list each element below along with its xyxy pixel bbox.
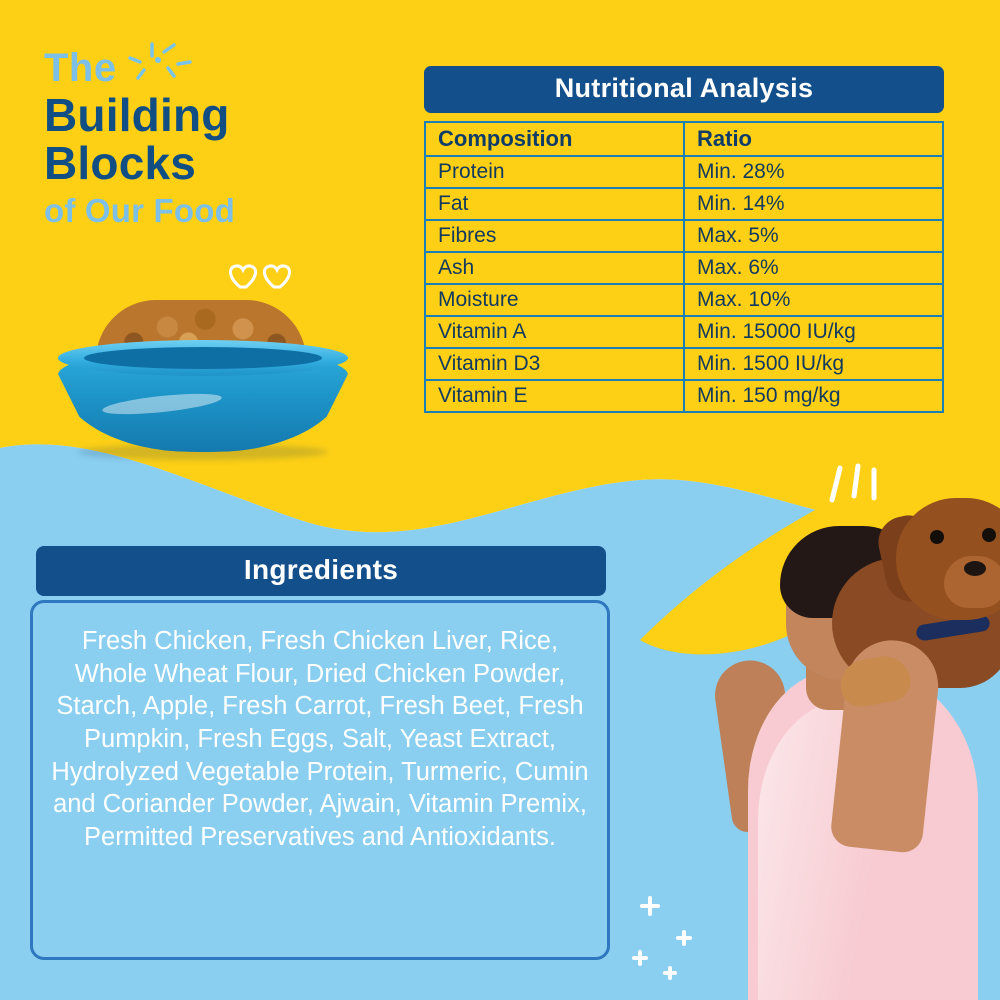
cell-ratio: Min. 1500 IU/kg — [684, 348, 943, 380]
title-line-2: Building — [44, 89, 230, 141]
cell-composition: Vitamin E — [425, 380, 684, 412]
page-title — [44, 48, 235, 227]
hearts-icon — [222, 255, 302, 295]
cell-composition: Vitamin A — [425, 316, 684, 348]
cell-composition: Ash — [425, 252, 684, 284]
column-header-composition: Composition — [425, 122, 684, 156]
cell-ratio: Max. 10% — [684, 284, 943, 316]
cell-ratio: Min. 14% — [684, 188, 943, 220]
cell-ratio: Max. 5% — [684, 220, 943, 252]
title-line-1: The — [44, 46, 117, 90]
ingredients-title: Ingredients — [36, 546, 606, 596]
table-row — [425, 284, 943, 316]
title-line-3: Blocks — [44, 137, 197, 189]
table-row — [425, 220, 943, 252]
title-line-4: of Our Food — [44, 192, 235, 229]
nutrition-title: Nutritional Analysis — [424, 66, 944, 113]
cell-ratio: Max. 6% — [684, 252, 943, 284]
nutritional-analysis-panel — [424, 66, 944, 413]
bowl-inner — [84, 347, 322, 369]
nutrition-table — [424, 121, 944, 413]
ingredients-box — [30, 600, 610, 960]
table-row — [425, 156, 943, 188]
table-row — [425, 188, 943, 220]
cell-composition: Protein — [425, 156, 684, 188]
table-row — [425, 380, 943, 412]
cell-composition: Fat — [425, 188, 684, 220]
table-row — [425, 348, 943, 380]
dog-eye-left — [930, 530, 944, 544]
cell-composition: Fibres — [425, 220, 684, 252]
column-header-ratio: Ratio — [684, 122, 943, 156]
cell-ratio: Min. 28% — [684, 156, 943, 188]
ingredients-text: Fresh Chicken, Fresh Chicken Liver, Rice, Whole Wheat Flour, Dried Chicken Powder, Starch, Apple, Fresh Carrot, Fresh Beet, Fresh Pumpkin, Fresh Eggs, Salt, Yeast Extract, Hydrolyzed Vegetable Protein, Turmeric, Cumin and Coriander Powder, Ajwain, Vitamin Premix, Permitted Preservatives and Antioxidants. — [51, 627, 589, 851]
table-row — [425, 252, 943, 284]
cell-ratio: Min. 15000 IU/kg — [684, 316, 943, 348]
dog-nose — [964, 561, 986, 576]
dog-eye-right — [982, 528, 996, 542]
photo-man-with-dog — [600, 480, 1000, 1000]
cell-composition: Moisture — [425, 284, 684, 316]
table-header-row — [425, 122, 943, 156]
cell-ratio: Min. 150 mg/kg — [684, 380, 943, 412]
cell-composition: Vitamin D3 — [425, 348, 684, 380]
dog-food-bowl-illustration — [58, 300, 348, 450]
table-row — [425, 316, 943, 348]
